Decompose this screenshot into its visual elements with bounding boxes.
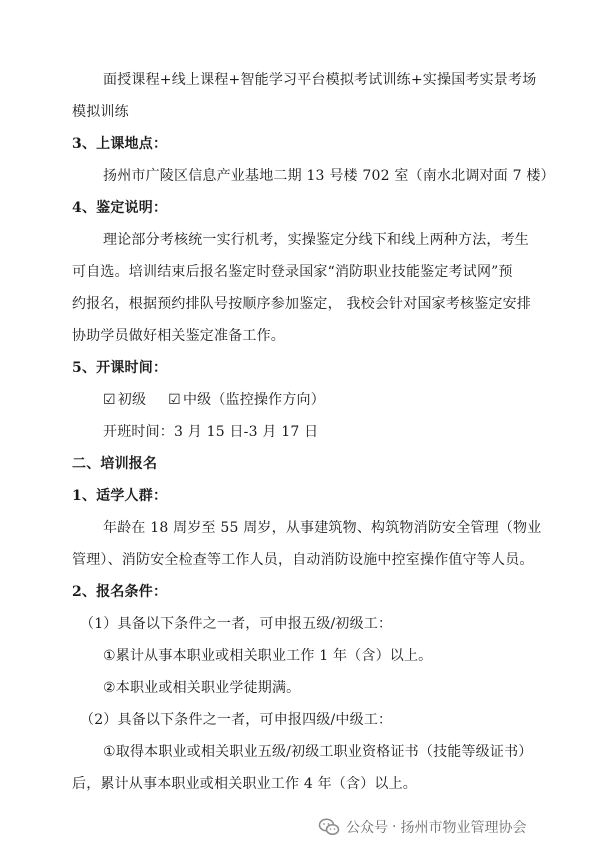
requirement-level-4-item-1 — [103, 742, 532, 762]
circled-number-1-icon: ① — [103, 744, 116, 760]
section-heading-requirements: 2、报名条件： — [72, 584, 168, 600]
section-heading-appraisal: 4、鉴定说明： — [72, 200, 168, 216]
requirement-level-5-item-1 — [103, 646, 432, 666]
address-text: 扬州市广陵区信息产业基地二期 13 号楼 702 室（南水北调对面 7 楼） — [103, 168, 555, 184]
requirement-level-4-heading: （2）具备以下条件之一者，可申报四级/中级工： — [80, 712, 393, 728]
checkbox-checked-icon: ☑ — [168, 392, 181, 408]
watermark-label: 公众号 — [346, 820, 388, 836]
circled-number-1-icon: ① — [103, 648, 116, 664]
class-open-date: 开班时间：3 月 15 日-3 月 17 日 — [103, 424, 319, 440]
section-heading-schedule: 5、开课时间： — [72, 360, 168, 376]
requirement-item-text: 取得本职业或相关职业五级/初级工职业资格证书（技能等级证书） — [115, 744, 533, 760]
wechat-icon — [318, 817, 340, 837]
requirement-item-text: 本职业或相关职业学徒期满。 — [115, 680, 301, 696]
appraisal-para-line-4: 协助学员做好相关鉴定准备工作。 — [72, 328, 285, 344]
intro-line-1: 面授课程+线上课程+智能学习平台模拟考试训练+实操国考实景考场 — [103, 72, 537, 88]
watermark-separator: · — [392, 819, 397, 835]
section-heading-audience: 1、适学人群： — [72, 488, 168, 504]
watermark-org: 扬州市物业管理协会 — [400, 820, 527, 836]
audience-para-line-1: 年龄在 18 周岁至 55 周岁，从事建筑物、构筑物消防安全管理（物业 — [103, 520, 542, 536]
appraisal-para-line-3: 约报名，根据预约排队号按顺序参加鉴定， 我校会针对国家考核鉴定安排 — [72, 296, 532, 312]
section-title-registration: 二、培训报名 — [72, 456, 158, 472]
intro-line-2: 模拟训练 — [72, 104, 129, 120]
level-intermediate-label: 中级（监控操作方向） — [182, 392, 325, 408]
level-basic-label: 初级 — [117, 392, 147, 408]
circled-number-2-icon: ② — [103, 680, 116, 696]
checkbox-checked-icon: ☑ — [103, 392, 116, 408]
requirement-level-4-item-1-cont: 后，累计从事本职业或相关职业工作 4 年（含）以上。 — [72, 776, 418, 792]
wechat-watermark — [318, 815, 526, 839]
requirement-level-5-item-2 — [103, 678, 300, 698]
audience-para-line-2: 管理）、消防安全检查等工作人员，自动消防设施中控室操作值守等人员。 — [72, 552, 534, 568]
requirement-item-text: 累计从事本职业或相关职业工作 1 年（含）以上。 — [115, 648, 433, 664]
requirement-level-5-heading: （1）具备以下条件之一者，可申报五级/初级工： — [80, 616, 393, 632]
appraisal-para-line-2: 可自选。培训结束后报名鉴定时登录国家“消防职业技能鉴定考试网”预 — [72, 264, 513, 280]
appraisal-para-line-1: 理论部分考核统一实行机考，实操鉴定分线下和线上两种方法，考生 — [103, 232, 529, 248]
level-options — [103, 390, 325, 410]
section-heading-location: 3、上课地点： — [72, 136, 168, 152]
